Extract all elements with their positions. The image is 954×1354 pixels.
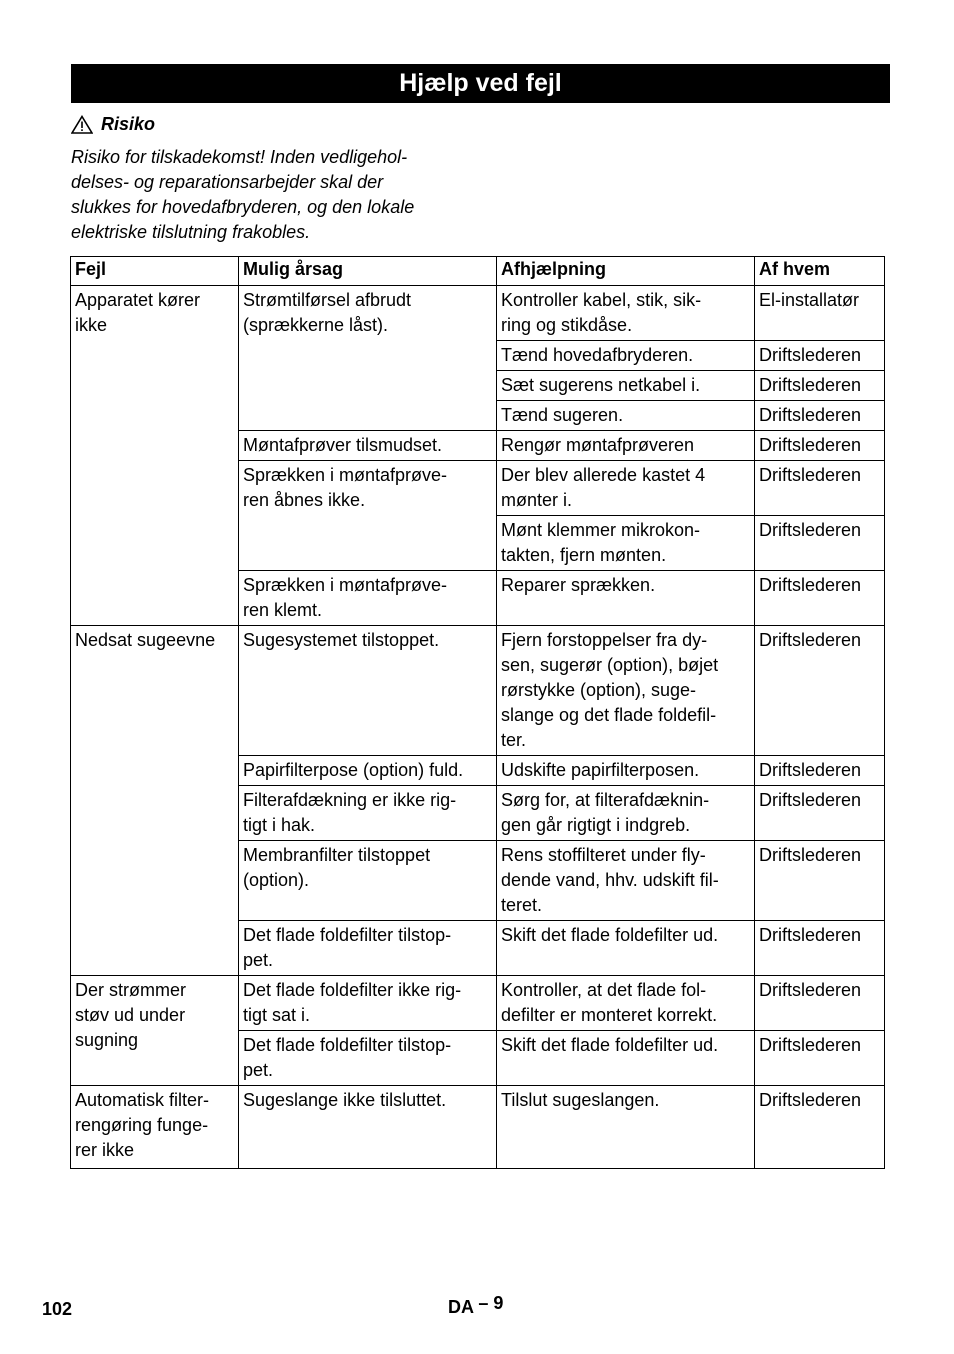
- warning-line: slukkes for hovedafbryderen, og den lokale: [71, 197, 415, 217]
- cause-line: Sugeslange ikke tilsluttet.: [243, 1090, 447, 1110]
- page-number: 102: [42, 1299, 73, 1319]
- remedy-line: teret.: [501, 895, 543, 915]
- cause-line: (option).: [243, 870, 310, 890]
- cause-cell: [239, 571, 497, 626]
- remedy-line: Kontroller, at det flade fol-: [501, 980, 707, 1000]
- remedy-cell: [497, 1086, 755, 1169]
- fault-line: sugning: [75, 1030, 139, 1050]
- warning-text: [71, 145, 471, 245]
- remedy-cell: [497, 341, 755, 371]
- remedy-line: gen går rigtigt i indgreb.: [501, 815, 691, 835]
- fault-line: støv ud under: [75, 1005, 186, 1025]
- remedy-line: takten, fjern mønten.: [501, 545, 667, 565]
- cause-line: Møntafprøver tilsmudset.: [243, 435, 443, 455]
- warning-line: Risiko for tilskadekomst! Inden vedligehol-: [71, 147, 408, 167]
- cause-line: tigt i hak.: [243, 815, 316, 835]
- responsible-cell: Driftslederen: [755, 371, 885, 401]
- cause-line: pet.: [243, 1060, 274, 1080]
- fault-line: rer ikke: [75, 1140, 135, 1160]
- fault-line: ikke: [75, 315, 108, 335]
- fault-cell: [71, 626, 239, 976]
- remedy-line: Sørg for, at filterafdæknin-: [501, 790, 710, 810]
- remedy-cell: [497, 461, 755, 516]
- remedy-line: Skift det flade foldefilter ud.: [501, 1035, 719, 1055]
- remedy-cell: [497, 976, 755, 1031]
- responsible-cell: Driftslederen: [755, 401, 885, 431]
- language-code: DA: [448, 1297, 474, 1317]
- remedy-cell: [497, 841, 755, 921]
- column-header-cause: Mulig årsag: [239, 257, 497, 286]
- responsible-cell: Driftslederen: [755, 786, 885, 841]
- warning-heading-label: Risiko: [101, 114, 156, 134]
- responsible-cell: Driftslederen: [755, 841, 885, 921]
- cause-cell: [239, 461, 497, 571]
- responsible-cell: Driftslederen: [755, 921, 885, 976]
- remedy-cell: [497, 786, 755, 841]
- troubleshooting-table: [70, 256, 885, 1169]
- remedy-line: mønter i.: [501, 490, 573, 510]
- cause-cell: [239, 841, 497, 921]
- remedy-line: ring og stikdåse.: [501, 315, 633, 335]
- cause-line: Filterafdækning er ikke rig-: [243, 790, 457, 810]
- cause-cell: [239, 431, 497, 461]
- cause-line: ren klemt.: [243, 600, 323, 620]
- remedy-cell: [497, 626, 755, 756]
- warning-heading: [71, 114, 155, 135]
- remedy-cell: [497, 571, 755, 626]
- remedy-line: Udskifte papirfilterposen.: [501, 760, 700, 780]
- warning-line: elektriske tilslutning frakobles.: [71, 222, 311, 242]
- cause-cell: [239, 976, 497, 1031]
- remedy-cell: [497, 756, 755, 786]
- responsible-cell: Driftslederen: [755, 431, 885, 461]
- cause-line: Sprækken i møntafprøve-: [243, 575, 448, 595]
- responsible-cell: Driftslederen: [755, 461, 885, 516]
- remedy-line: Skift det flade foldefilter ud.: [501, 925, 719, 945]
- cause-line: Det flade foldefilter tilstop-: [243, 1035, 452, 1055]
- fault-line: Der strømmer: [75, 980, 186, 1000]
- cause-cell: [239, 286, 497, 431]
- dash-separator: –: [478, 1293, 489, 1313]
- section-page-number: 9: [493, 1293, 504, 1313]
- cause-cell: [239, 1086, 497, 1169]
- responsible-cell: Driftslederen: [755, 516, 885, 571]
- warning-triangle-icon: [71, 115, 93, 134]
- fault-line: rengøring funge-: [75, 1115, 209, 1135]
- cause-line: Det flade foldefilter tilstop-: [243, 925, 452, 945]
- remedy-line: Tilslut sugeslangen.: [501, 1090, 660, 1110]
- cause-line: ren åbnes ikke.: [243, 490, 366, 510]
- remedy-cell: [497, 401, 755, 431]
- remedy-line: Rens stoffilteret under fly-: [501, 845, 706, 865]
- remedy-line: defilter er monteret korrekt.: [501, 1005, 718, 1025]
- cause-cell: [239, 626, 497, 756]
- remedy-line: Mønt klemmer mikrokon-: [501, 520, 701, 540]
- table-row: [71, 286, 885, 341]
- responsible-cell: Driftslederen: [755, 976, 885, 1031]
- remedy-line: dende vand, hhv. udskift fil-: [501, 870, 719, 890]
- responsible-cell: Driftslederen: [755, 626, 885, 756]
- table-row: [71, 1086, 885, 1169]
- remedy-cell: [497, 516, 755, 571]
- column-header-responsible: Af hvem: [755, 257, 885, 286]
- remedy-line: Sæt sugerens netkabel i.: [501, 375, 701, 395]
- remedy-line: slange og det flade foldefil-: [501, 705, 717, 725]
- fault-cell: [71, 976, 239, 1086]
- remedy-line: Tænd sugeren.: [501, 405, 624, 425]
- cause-line: tigt sat i.: [243, 1005, 311, 1025]
- cause-line: Strømtilførsel afbrudt: [243, 290, 412, 310]
- remedy-cell: [497, 921, 755, 976]
- warning-line: delses- og reparationsarbejder skal der: [71, 172, 384, 192]
- column-header-remedy: Afhjælpning: [497, 257, 755, 286]
- cause-line: Det flade foldefilter ikke rig-: [243, 980, 462, 1000]
- fault-cell: [71, 286, 239, 626]
- remedy-line: rørstykke (option), suge-: [501, 680, 697, 700]
- responsible-cell: Driftslederen: [755, 756, 885, 786]
- remedy-line: Kontroller kabel, stik, sik-: [501, 290, 702, 310]
- cause-cell: [239, 756, 497, 786]
- fault-line: Nedsat sugeevne: [75, 630, 216, 650]
- responsible-cell: Driftslederen: [755, 1086, 885, 1169]
- remedy-line: Rengør møntafprøveren: [501, 435, 695, 455]
- section-page-label: [448, 1293, 504, 1318]
- remedy-line: Fjern forstoppelser fra dy-: [501, 630, 708, 650]
- cause-line: (sprækkerne låst).: [243, 315, 389, 335]
- column-header-fault: Fejl: [71, 257, 239, 286]
- fault-cell: [71, 1086, 239, 1169]
- fault-line: Apparatet kører: [75, 290, 201, 310]
- responsible-cell: Driftslederen: [755, 1031, 885, 1086]
- remedy-cell: [497, 371, 755, 401]
- table-row: [71, 976, 885, 1031]
- cause-cell: [239, 921, 497, 976]
- page-title: Hjælp ved fejl: [71, 64, 890, 103]
- remedy-line: Tænd hovedafbryderen.: [501, 345, 694, 365]
- remedy-line: ter.: [501, 730, 527, 750]
- cause-line: pet.: [243, 950, 274, 970]
- remedy-cell: [497, 286, 755, 341]
- responsible-cell: El-installatør: [755, 286, 885, 341]
- remedy-cell: [497, 431, 755, 461]
- remedy-cell: [497, 1031, 755, 1086]
- fault-line: Automatisk filter-: [75, 1090, 210, 1110]
- responsible-cell: Driftslederen: [755, 341, 885, 371]
- cause-cell: [239, 1031, 497, 1086]
- remedy-line: Der blev allerede kastet 4: [501, 465, 706, 485]
- responsible-cell: Driftslederen: [755, 571, 885, 626]
- cause-line: Membranfilter tilstoppet: [243, 845, 431, 865]
- cause-line: Papirfilterpose (option) fuld.: [243, 760, 464, 780]
- table-header-row: [71, 257, 885, 286]
- table-row: [71, 626, 885, 756]
- remedy-line: Reparer sprækken.: [501, 575, 656, 595]
- cause-line: Sugesystemet tilstoppet.: [243, 630, 440, 650]
- cause-cell: [239, 786, 497, 841]
- cause-line: Sprækken i møntafprøve-: [243, 465, 448, 485]
- remedy-line: sen, sugerør (option), bøjet: [501, 655, 719, 675]
